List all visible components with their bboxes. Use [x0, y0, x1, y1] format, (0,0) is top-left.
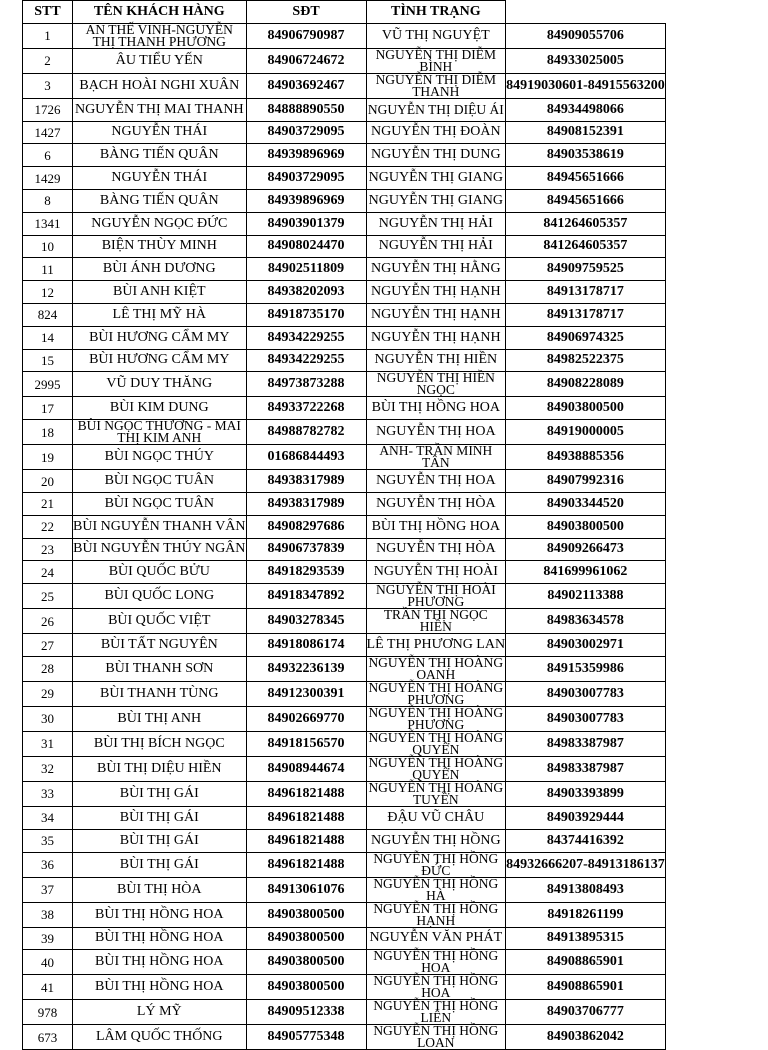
cell-phone: 84932236139: [246, 656, 366, 681]
cell-status: NGUYỄN THỊ DUNG: [366, 144, 506, 167]
cell-ref-phone: 84903007783: [506, 706, 666, 731]
table-row: [23, 1025, 666, 1050]
cell-status: NGUYỄN THỊ HẠNH: [366, 281, 506, 304]
table-row: [23, 303, 666, 326]
cell-customer-name: BÙI THỊ BÍCH NGỌC: [73, 731, 247, 756]
cell-ref-phone: 84908152391: [506, 121, 666, 144]
cell-phone: 84918156570: [246, 731, 366, 756]
cell-phone: 84913061076: [246, 877, 366, 902]
cell-stt: 3: [23, 73, 73, 98]
cell-stt: 33: [23, 781, 73, 806]
cell-stt: 1429: [23, 167, 73, 190]
header-stt: STT: [23, 1, 73, 24]
cell-phone: 84961821488: [246, 852, 366, 877]
cell-phone: 84908024470: [246, 235, 366, 258]
cell-status: NGUYỄN THỊ HỒNG HẠNH: [366, 902, 506, 927]
cell-status: NGUYỄN THỊ HOÀI PHƯƠNG: [366, 584, 506, 609]
cell-ref-phone: 84906974325: [506, 326, 666, 349]
cell-ref-phone: 84983634578: [506, 609, 666, 634]
cell-stt: 24: [23, 561, 73, 584]
cell-stt: 37: [23, 877, 73, 902]
cell-customer-name: NGUYỄN THÁI: [73, 167, 247, 190]
cell-stt: 25: [23, 584, 73, 609]
cell-ref-phone: 84909055706: [506, 23, 666, 48]
cell-stt: 26: [23, 609, 73, 634]
cell-stt: 32: [23, 756, 73, 781]
cell-customer-name: BÙI NGỌC TUÂN: [73, 492, 247, 515]
cell-stt: 27: [23, 634, 73, 657]
cell-customer-name: AN THẾ VINH-NGUYỄN THỊ THANH PHƯƠNG: [73, 23, 247, 48]
cell-customer-name: BÙI THỊ HÒA: [73, 877, 247, 902]
cell-customer-name: BÀNG TIẾN QUÂN: [73, 189, 247, 212]
cell-phone: 84903800500: [246, 927, 366, 950]
cell-stt: 30: [23, 706, 73, 731]
table-row: [23, 706, 666, 731]
cell-customer-name: BÙI QUỐC LONG: [73, 584, 247, 609]
cell-ref-phone: 84913808493: [506, 877, 666, 902]
cell-ref-phone: 84945651666: [506, 167, 666, 190]
cell-status: NGUYỄN THỊ HOÀNG TUYỀN: [366, 781, 506, 806]
cell-status: NGUYỄN THỊ HẠNH: [366, 303, 506, 326]
cell-status: NGUYỄN THỊ HOA: [366, 420, 506, 445]
cell-phone: 84903729095: [246, 167, 366, 190]
cell-status: NGUYỄN THỊ HỒNG LIÊN: [366, 1000, 506, 1025]
cell-stt: 14: [23, 326, 73, 349]
cell-stt: 2995: [23, 372, 73, 397]
cell-status: NGUYỄN THỊ HOÀI: [366, 561, 506, 584]
cell-customer-name: BÙI THỊ HỒNG HOA: [73, 975, 247, 1000]
cell-customer-name: BÀNG TIẾN QUÂN: [73, 144, 247, 167]
cell-ref-phone: 84903800500: [506, 515, 666, 538]
cell-customer-name: BÙI NGUYỄN THANH VÂN: [73, 515, 247, 538]
customer-table: [22, 0, 666, 1050]
table-row: [23, 189, 666, 212]
cell-customer-name: BÙI THỊ GÁI: [73, 806, 247, 829]
cell-phone: 84938317989: [246, 470, 366, 493]
cell-customer-name: BÙI THANH TÙNG: [73, 681, 247, 706]
cell-ref-phone: 84915359986: [506, 656, 666, 681]
cell-ref-phone: 84945651666: [506, 189, 666, 212]
cell-status: NGUYỄN THỊ HOÀNG PHƯƠNG: [366, 681, 506, 706]
table-row: [23, 927, 666, 950]
table-row: [23, 258, 666, 281]
cell-phone: 84908297686: [246, 515, 366, 538]
cell-ref-phone: 84903800500: [506, 397, 666, 420]
cell-stt: 1726: [23, 98, 73, 121]
cell-ref-phone: 84918261199: [506, 902, 666, 927]
cell-customer-name: BÙI THANH SƠN: [73, 656, 247, 681]
cell-status: NGUYỄN THỊ HÒA: [366, 538, 506, 561]
cell-customer-name: BÙI QUỐC BỬU: [73, 561, 247, 584]
table-row: [23, 1000, 666, 1025]
table-row: [23, 975, 666, 1000]
cell-stt: 12: [23, 281, 73, 304]
table-row: [23, 756, 666, 781]
cell-phone: 84918293539: [246, 561, 366, 584]
cell-customer-name: NGUYỄN THÁI: [73, 121, 247, 144]
cell-stt: 38: [23, 902, 73, 927]
cell-ref-phone: 84919030601-84915563200: [506, 73, 666, 98]
cell-phone: 84903278345: [246, 609, 366, 634]
table-row: [23, 144, 666, 167]
cell-status: NGUYỄN THỊ DIỄM THANH: [366, 73, 506, 98]
cell-phone: 84918347892: [246, 584, 366, 609]
cell-phone: 84912300391: [246, 681, 366, 706]
cell-phone: 84902669770: [246, 706, 366, 731]
cell-status: LÊ THỊ PHƯƠNG LAN: [366, 634, 506, 657]
cell-phone: 84903692467: [246, 73, 366, 98]
cell-customer-name: BÙI QUỐC VIỆT: [73, 609, 247, 634]
cell-stt: 20: [23, 470, 73, 493]
header-tinh-trang: TÌNH TRẠNG: [366, 1, 506, 24]
table-row: [23, 609, 666, 634]
cell-stt: 1: [23, 23, 73, 48]
cell-customer-name: BÙI THỊ GÁI: [73, 829, 247, 852]
table-row: [23, 420, 666, 445]
cell-phone: 84961821488: [246, 806, 366, 829]
table-row: [23, 121, 666, 144]
cell-ref-phone: 84903706777: [506, 1000, 666, 1025]
cell-status: NGUYỄN THỊ HOÀNG QUYÊN: [366, 731, 506, 756]
cell-ref-phone: 84933025005: [506, 48, 666, 73]
cell-customer-name: BÙI NGỌC THÚY: [73, 445, 247, 470]
table-row: [23, 212, 666, 235]
cell-status: NGUYỄN THỊ HỒNG LOAN: [366, 1025, 506, 1050]
cell-ref-phone: 84909759525: [506, 258, 666, 281]
table-row: [23, 634, 666, 657]
cell-phone: 84902511809: [246, 258, 366, 281]
cell-ref-phone: 84919000005: [506, 420, 666, 445]
cell-ref-phone: 84903538619: [506, 144, 666, 167]
cell-customer-name: BÙI THỊ GÁI: [73, 852, 247, 877]
table-row: [23, 73, 666, 98]
cell-customer-name: ÂU TIỂU YẾN: [73, 48, 247, 73]
cell-customer-name: NGUYỄN THỊ MAI THANH: [73, 98, 247, 121]
cell-status: NGUYỄN THỊ HIỀN NGỌC: [366, 372, 506, 397]
cell-status: NGUYỄN THỊ GIANG: [366, 167, 506, 190]
cell-ref-phone: 841699961062: [506, 561, 666, 584]
cell-status: NGUYỄN VĂN PHÁT: [366, 927, 506, 950]
cell-phone: 84906790987: [246, 23, 366, 48]
cell-ref-phone: 84902113388: [506, 584, 666, 609]
cell-phone: 84903729095: [246, 121, 366, 144]
header-sdt: SĐT: [246, 1, 366, 24]
cell-phone: 84906737839: [246, 538, 366, 561]
cell-ref-phone: 84903344520: [506, 492, 666, 515]
table-row: [23, 470, 666, 493]
cell-phone: 84939896969: [246, 144, 366, 167]
cell-ref-phone: 84932666207-84913186137: [506, 852, 666, 877]
cell-ref-phone: 84908228089: [506, 372, 666, 397]
cell-phone: 84918735170: [246, 303, 366, 326]
cell-stt: 8: [23, 189, 73, 212]
table-row: [23, 902, 666, 927]
cell-status: NGUYỄN THỊ HOÀNG PHƯƠNG: [366, 706, 506, 731]
table-row: [23, 950, 666, 975]
cell-customer-name: BÙI HƯƠNG CẨM MY: [73, 349, 247, 372]
cell-ref-phone: 84982522375: [506, 349, 666, 372]
cell-customer-name: BÙI THỊ HỒNG HOA: [73, 902, 247, 927]
cell-status: NGUYỄN THỊ HOA: [366, 470, 506, 493]
cell-customer-name: BÙI NGUYỄN THÚY NGÂN: [73, 538, 247, 561]
cell-ref-phone: 841264605357: [506, 235, 666, 258]
cell-phone: 84961821488: [246, 781, 366, 806]
cell-ref-phone: 84374416392: [506, 829, 666, 852]
cell-ref-phone: 84913178717: [506, 303, 666, 326]
cell-status: BÙI THỊ HỒNG HOA: [366, 515, 506, 538]
cell-stt: 1341: [23, 212, 73, 235]
cell-ref-phone: 84909266473: [506, 538, 666, 561]
table-row: [23, 167, 666, 190]
table-row: [23, 561, 666, 584]
cell-status: NGUYỄN THỊ HỒNG: [366, 829, 506, 852]
cell-ref-phone: 84913178717: [506, 281, 666, 304]
table-row: [23, 538, 666, 561]
cell-customer-name: BÙI HƯƠNG CẨM MY: [73, 326, 247, 349]
cell-status: NGUYỄN THỊ HÒA: [366, 492, 506, 515]
table-row: [23, 23, 666, 48]
cell-phone: 84903800500: [246, 975, 366, 1000]
table-row: [23, 235, 666, 258]
cell-status: NGUYỄN THỊ GIANG: [366, 189, 506, 212]
cell-stt: 41: [23, 975, 73, 1000]
cell-ref-phone: 84908865901: [506, 975, 666, 1000]
cell-customer-name: BÙI THỊ HỒNG HOA: [73, 950, 247, 975]
cell-stt: 15: [23, 349, 73, 372]
header-row: [23, 1, 666, 24]
cell-ref-phone: 84903862042: [506, 1025, 666, 1050]
table-row: [23, 397, 666, 420]
cell-status: NGUYỄN THỊ HỒNG HOA: [366, 975, 506, 1000]
cell-stt: 40: [23, 950, 73, 975]
table-row: [23, 806, 666, 829]
cell-phone: 84903800500: [246, 950, 366, 975]
cell-status: NGUYỄN THỊ HẢI: [366, 212, 506, 235]
cell-customer-name: BÙI ÁNH DƯƠNG: [73, 258, 247, 281]
cell-customer-name: BÙI NGỌC TUÂN: [73, 470, 247, 493]
cell-phone: 84933722268: [246, 397, 366, 420]
cell-status: NGUYỄN THỊ HỒNG HOA: [366, 950, 506, 975]
cell-status: NGUYỄN THỊ HOÀNG QUYÊN: [366, 756, 506, 781]
cell-customer-name: VŨ DUY THĂNG: [73, 372, 247, 397]
cell-customer-name: LÊ THỊ MỸ HÀ: [73, 303, 247, 326]
cell-stt: 11: [23, 258, 73, 281]
cell-phone: 84938202093: [246, 281, 366, 304]
cell-customer-name: BÙI TẤT NGUYÊN: [73, 634, 247, 657]
table-row: [23, 326, 666, 349]
cell-phone: 84934229255: [246, 326, 366, 349]
cell-phone: 84888890550: [246, 98, 366, 121]
cell-ref-phone: 84934498066: [506, 98, 666, 121]
cell-customer-name: BIỆN THÙY MINH: [73, 235, 247, 258]
cell-phone: 84903901379: [246, 212, 366, 235]
table-row: [23, 98, 666, 121]
cell-customer-name: BẠCH HOÀI NGHI XUÂN: [73, 73, 247, 98]
table-row: [23, 492, 666, 515]
table-row: [23, 515, 666, 538]
table-row: [23, 372, 666, 397]
cell-stt: 2: [23, 48, 73, 73]
cell-status: TRẦN THỊ NGỌC HIỀN: [366, 609, 506, 634]
cell-stt: 17: [23, 397, 73, 420]
cell-phone: 84906724672: [246, 48, 366, 73]
cell-phone: 84918086174: [246, 634, 366, 657]
cell-status: NGUYỄN THỊ ĐOÀN: [366, 121, 506, 144]
table-row: [23, 681, 666, 706]
cell-status: NGUYỄN THỊ DIỆU ÁI: [366, 98, 506, 121]
cell-customer-name: BÙI THỊ DIỆU HIỀN: [73, 756, 247, 781]
cell-customer-name: BÙI THỊ ANH: [73, 706, 247, 731]
table-row: [23, 852, 666, 877]
table-row: [23, 829, 666, 852]
cell-stt: 31: [23, 731, 73, 756]
cell-stt: 21: [23, 492, 73, 515]
cell-stt: 19: [23, 445, 73, 470]
cell-customer-name: BÙI THỊ HỒNG HOA: [73, 927, 247, 950]
cell-ref-phone: 84938885356: [506, 445, 666, 470]
table-row: [23, 349, 666, 372]
cell-phone: 84939896969: [246, 189, 366, 212]
cell-ref-phone: 84983387987: [506, 756, 666, 781]
cell-customer-name: NGUYỄN NGỌC ĐỨC: [73, 212, 247, 235]
table-row: [23, 877, 666, 902]
cell-stt: 18: [23, 420, 73, 445]
cell-ref-phone: 84903002971: [506, 634, 666, 657]
cell-phone: 84988782782: [246, 420, 366, 445]
cell-phone: 84903800500: [246, 902, 366, 927]
cell-status: NGUYỄN THỊ HỒNG HÀ: [366, 877, 506, 902]
cell-phone: 84908944674: [246, 756, 366, 781]
cell-status: NGUYỄN THỊ HẠNH: [366, 326, 506, 349]
cell-stt: 35: [23, 829, 73, 852]
cell-phone: 84909512338: [246, 1000, 366, 1025]
cell-status: NGUYỄN THỊ DIỄM BÌNH: [366, 48, 506, 73]
cell-phone: 84938317989: [246, 492, 366, 515]
cell-status: NGUYỄN THỊ HỒNG ĐỨC: [366, 852, 506, 877]
cell-phone: 84973873288: [246, 372, 366, 397]
cell-customer-name: BÙI ANH KIỆT: [73, 281, 247, 304]
cell-status: NGUYỄN THỊ HOÀNG OANH: [366, 656, 506, 681]
cell-customer-name: BÙI NGỌC THƯƠNG - MAI THỊ KIM ANH: [73, 420, 247, 445]
table-row: [23, 781, 666, 806]
cell-stt: 824: [23, 303, 73, 326]
cell-customer-name: LÂM QUỐC THỐNG: [73, 1025, 247, 1050]
cell-stt: 34: [23, 806, 73, 829]
cell-customer-name: BÙI THỊ GÁI: [73, 781, 247, 806]
table-row: [23, 281, 666, 304]
cell-stt: 10: [23, 235, 73, 258]
header-empty: [506, 1, 666, 24]
cell-stt: 978: [23, 1000, 73, 1025]
cell-stt: 28: [23, 656, 73, 681]
cell-stt: 23: [23, 538, 73, 561]
cell-customer-name: LÝ MỸ: [73, 1000, 247, 1025]
cell-stt: 6: [23, 144, 73, 167]
cell-ref-phone: 84908865901: [506, 950, 666, 975]
cell-status: BÙI THỊ HỒNG HOA: [366, 397, 506, 420]
cell-phone: 01686844493: [246, 445, 366, 470]
cell-status: ĐẬU VŨ CHÂU: [366, 806, 506, 829]
cell-ref-phone: 84903929444: [506, 806, 666, 829]
cell-stt: 29: [23, 681, 73, 706]
cell-status: ANH- TRẦN MINH TÂN: [366, 445, 506, 470]
cell-phone: 84905775348: [246, 1025, 366, 1050]
cell-status: NGUYỄN THỊ HẢI: [366, 235, 506, 258]
cell-ref-phone: 84907992316: [506, 470, 666, 493]
table-row: [23, 48, 666, 73]
cell-ref-phone: 84983387987: [506, 731, 666, 756]
cell-ref-phone: 84903393899: [506, 781, 666, 806]
cell-status: VŨ THỊ NGUYỆT: [366, 23, 506, 48]
cell-ref-phone: 84913895315: [506, 927, 666, 950]
header-name: TÊN KHÁCH HÀNG: [73, 1, 247, 24]
cell-status: NGUYỄN THỊ HIỀN: [366, 349, 506, 372]
table-row: [23, 445, 666, 470]
table-row: [23, 584, 666, 609]
cell-stt: 39: [23, 927, 73, 950]
cell-stt: 1427: [23, 121, 73, 144]
cell-ref-phone: 84903007783: [506, 681, 666, 706]
cell-phone: 84934229255: [246, 349, 366, 372]
cell-stt: 22: [23, 515, 73, 538]
table-row: [23, 731, 666, 756]
table-row: [23, 656, 666, 681]
cell-stt: 36: [23, 852, 73, 877]
cell-phone: 84961821488: [246, 829, 366, 852]
cell-ref-phone: 841264605357: [506, 212, 666, 235]
cell-status: NGUYỄN THỊ HẰNG: [366, 258, 506, 281]
cell-customer-name: BÙI KIM DUNG: [73, 397, 247, 420]
cell-stt: 673: [23, 1025, 73, 1050]
